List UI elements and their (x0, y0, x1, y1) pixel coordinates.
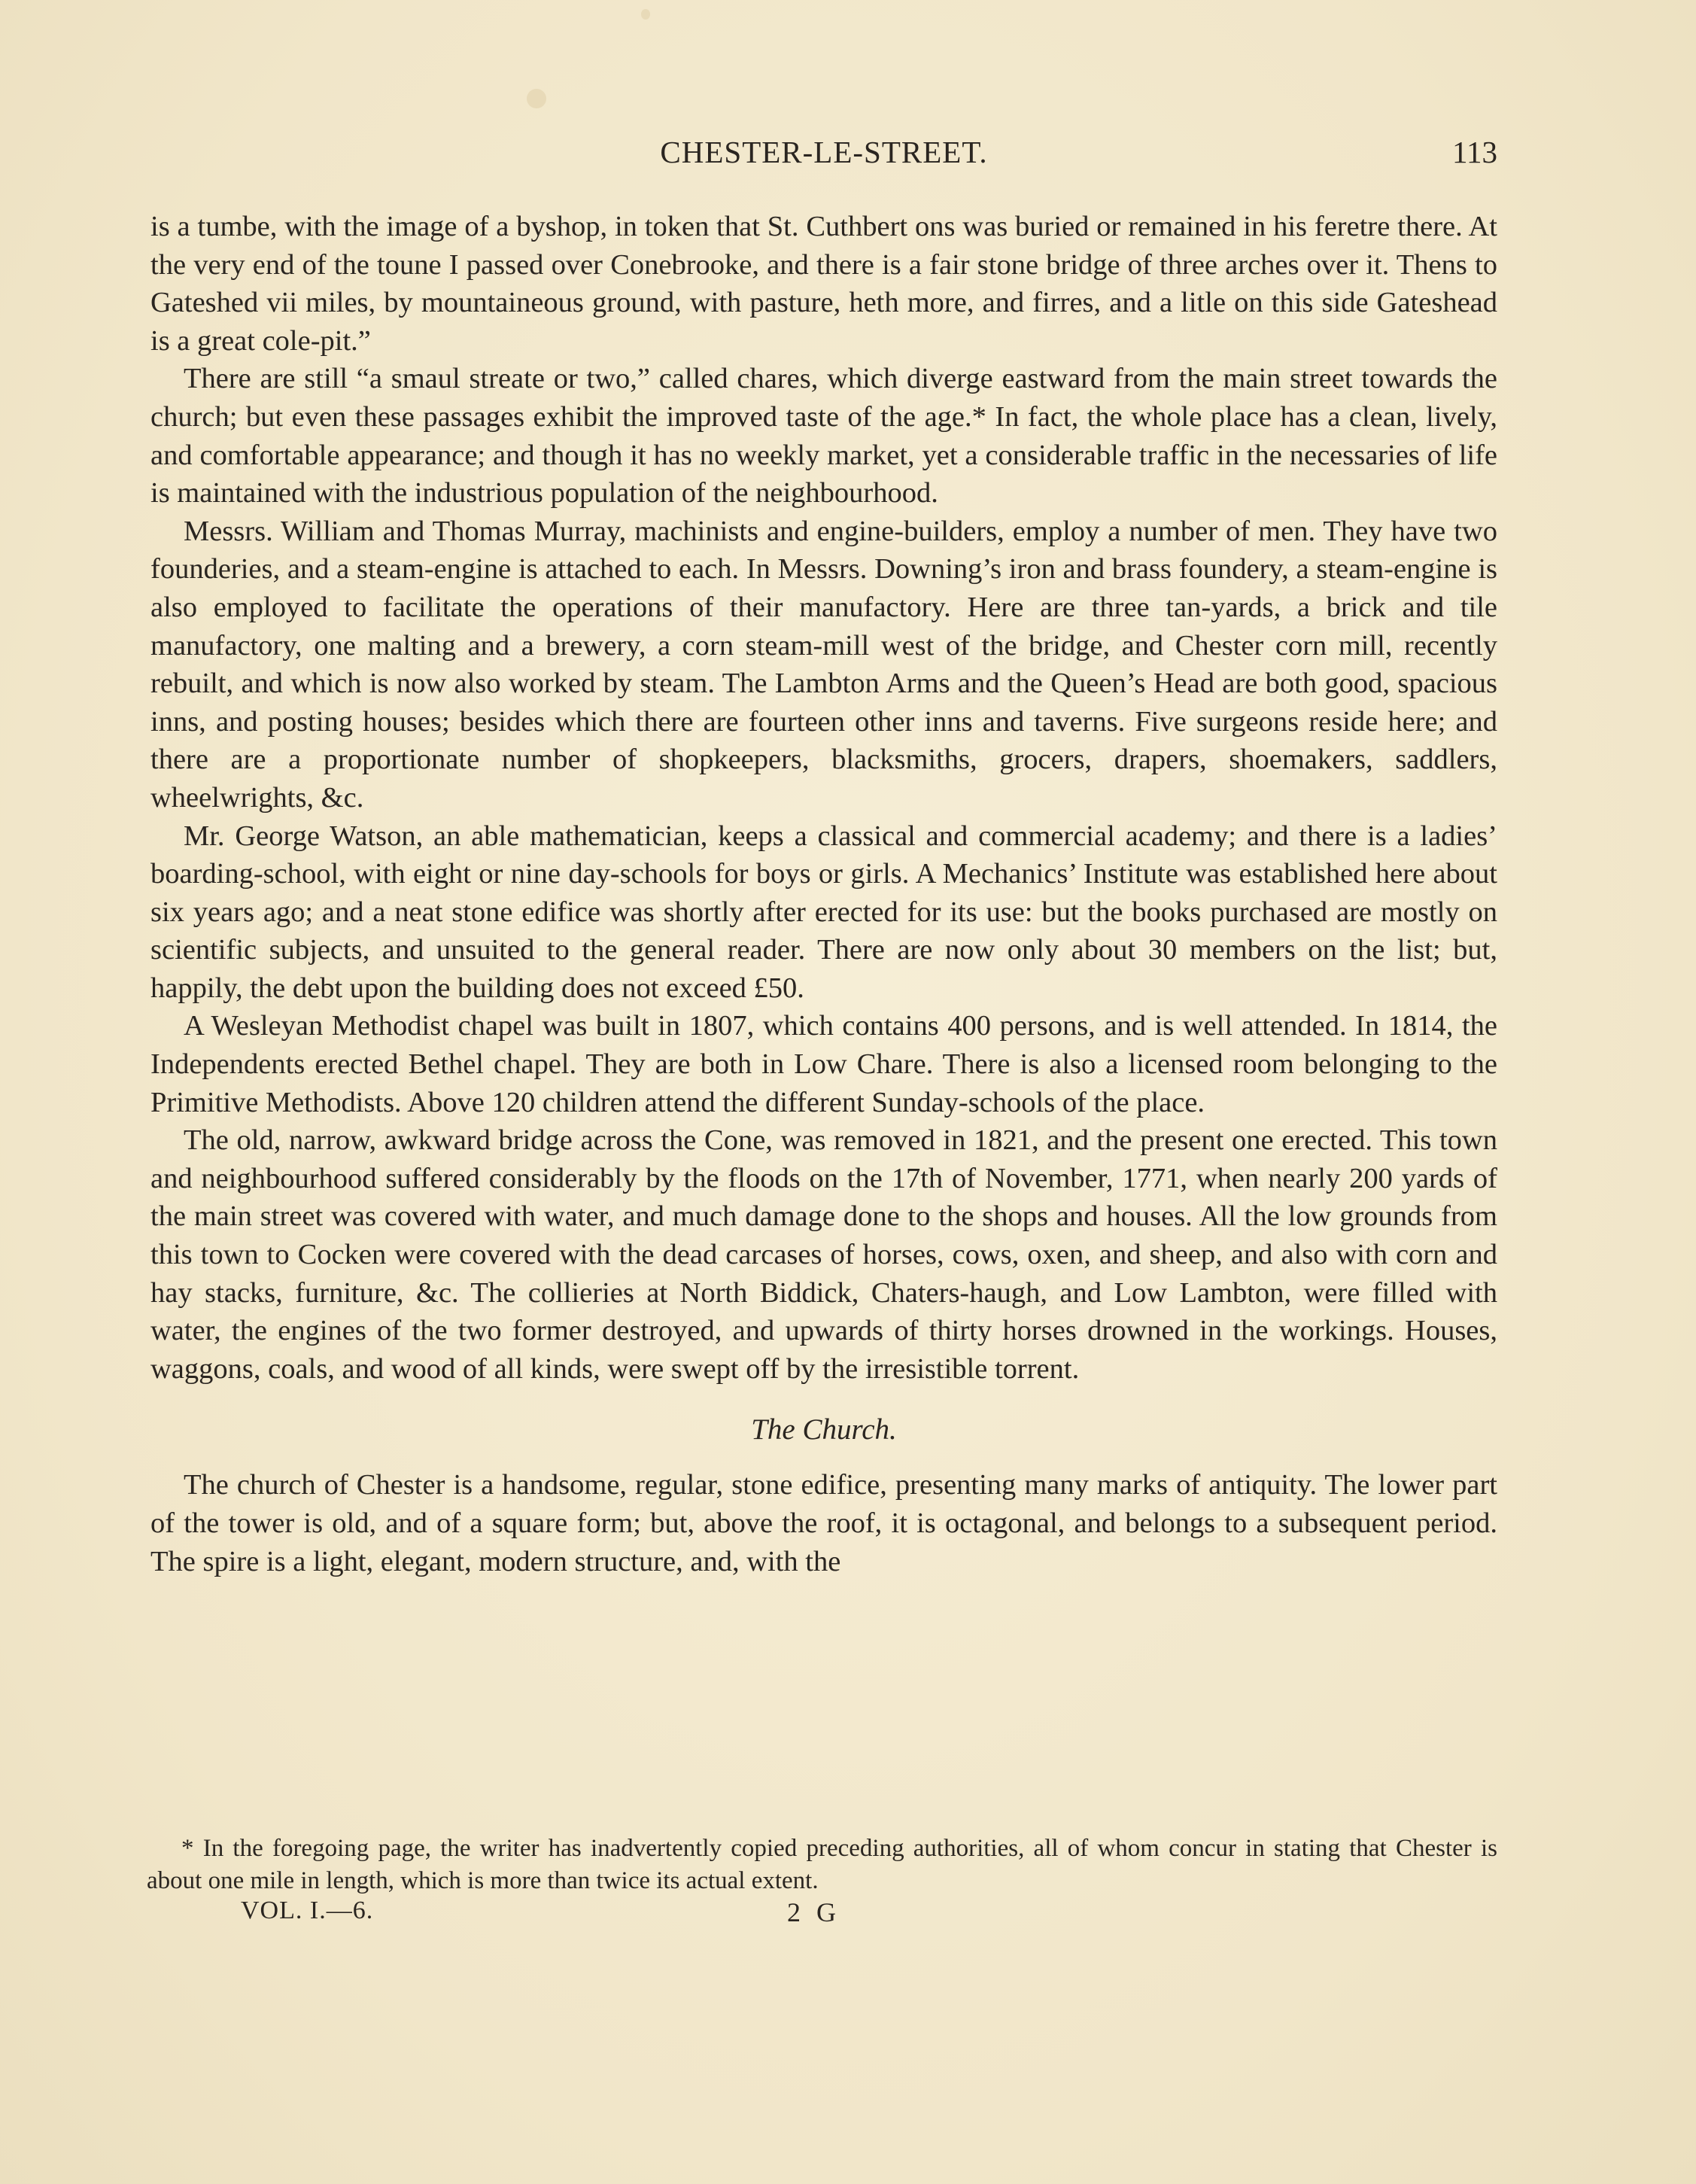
main-text (150, 208, 1497, 1580)
footnote (147, 1833, 1497, 1897)
paper-stain (527, 89, 546, 108)
paragraph: Mr. George Watson, an able mathematician, keeps a classical and commercial academy; and there is a ladies’ boarding-school, with eight or nine day-schools for boys or girls. A Mechanics’ Institute was established here about six years ago; and a neat stone edifice was shortly after erected for its use: but the books purchased are mostly on scientific subjects, and unsuited to the general reader. There are now only about 30 members on the list; but, happily, the debt upon the building does not exceed £50. (150, 820, 1497, 1004)
section-paragraph: The church of Chester is a handsome, regular, stone edifice, presenting many marks of antiquity. The lower part of the tower is old, and of a square form; but, above the roof, it is octagonal, and belongs to a subsequent period. The spire is a light, elegant, modern structure, and, with the (150, 1469, 1497, 1577)
paragraph: A Wesleyan Methodist chapel was built in 1807, which contains 400 persons, and is well attended. In 1814, the Independents erected Bethel chapel. They are both in Low Chare. There is also a licensed room belonging to the Primitive Methodists. Above 120 children attend the different Sunday-schools of the place. (150, 1010, 1497, 1118)
volume-signature: VOL. I.—6. (241, 1897, 374, 1924)
gathering-mark: 2 G (787, 1897, 840, 1927)
running-title: CHESTER-LE-STREET. (660, 135, 988, 169)
section-heading: The Church. (751, 1413, 897, 1446)
paper-stain (641, 9, 650, 20)
page-header (150, 126, 1497, 179)
page-number: 113 (1452, 135, 1497, 169)
footnote-text: * In the foregoing page, the writer has inadvertently copied preceding authorities, all of whom concur in stating that Chester is about one mile in length, which is more than twice its actual extent. (147, 1835, 1497, 1894)
paragraph: is a tumbe, with the image of a byshop, in token that St. Cuthbert ons was buried or remained in his feretre there. At the very end of the toune I passed over Conebrooke, and there is a fair stone bridge of three arches over it. Thens to Gateshed vii miles, by mountaineous ground, with pasture, heth more, and firres, and a litle on this side Gateshead is a great cole-pit.” (150, 211, 1497, 357)
paragraph: The old, narrow, awkward bridge across the Cone, was removed in 1821, and the present one erected. This town and neighbourhood suffered considerably by the floods on the 17th of November, 1771, when nearly 200 yards of the main street was covered with water, and much damage done to the shops and houses. All the low grounds from this town to Cocken were covered with the dead carcases of horses, cows, oxen, and sheep, and also with corn and hay stacks, furniture, &c. The collieries at North Biddick, Chaters-haugh, and Low Lambton, were filled with water, the engines of the two former destroyed, and upwards of thirty horses drowned in the workings. Houses, waggons, coals, and wood of all kinds, were swept off by the irresistible torrent. (150, 1124, 1497, 1385)
paragraph: There are still “a smaul streate or two,” called chares, which diverge eastward from the main street towards the church; but even these passages exhibit the improved taste of the age.* In fact, the whole place has a clean, lively, and comfortable appearance; and though it has no weekly market, yet a considerable traffic in the necessaries of life is maintained with the industrious population of the neighbourhood. (150, 363, 1497, 509)
paragraph: Messrs. William and Thomas Murray, machinists and engine-builders, employ a number of men. They have two founderies, and a steam-engine is attached to each. In Messrs. Downing’s iron and brass foundery, a steam-engine is also employed to facilitate the operations of their manufactory. Here are three tan-yards, a brick and tile manufactory, one malting and a brewery, a corn steam-mill west of the bridge, and Chester corn mill, recently rebuilt, and which is now also worked by steam. The Lambton Arms and the Queen’s Head are both good, spacious inns, and posting houses; besides which there are fourteen other inns and taverns. Five surgeons reside here; and there are a proportionate number of shopkeepers, blacksmiths, grocers, drapers, shoemakers, saddlers, wheelwrights, &c. (150, 515, 1497, 814)
